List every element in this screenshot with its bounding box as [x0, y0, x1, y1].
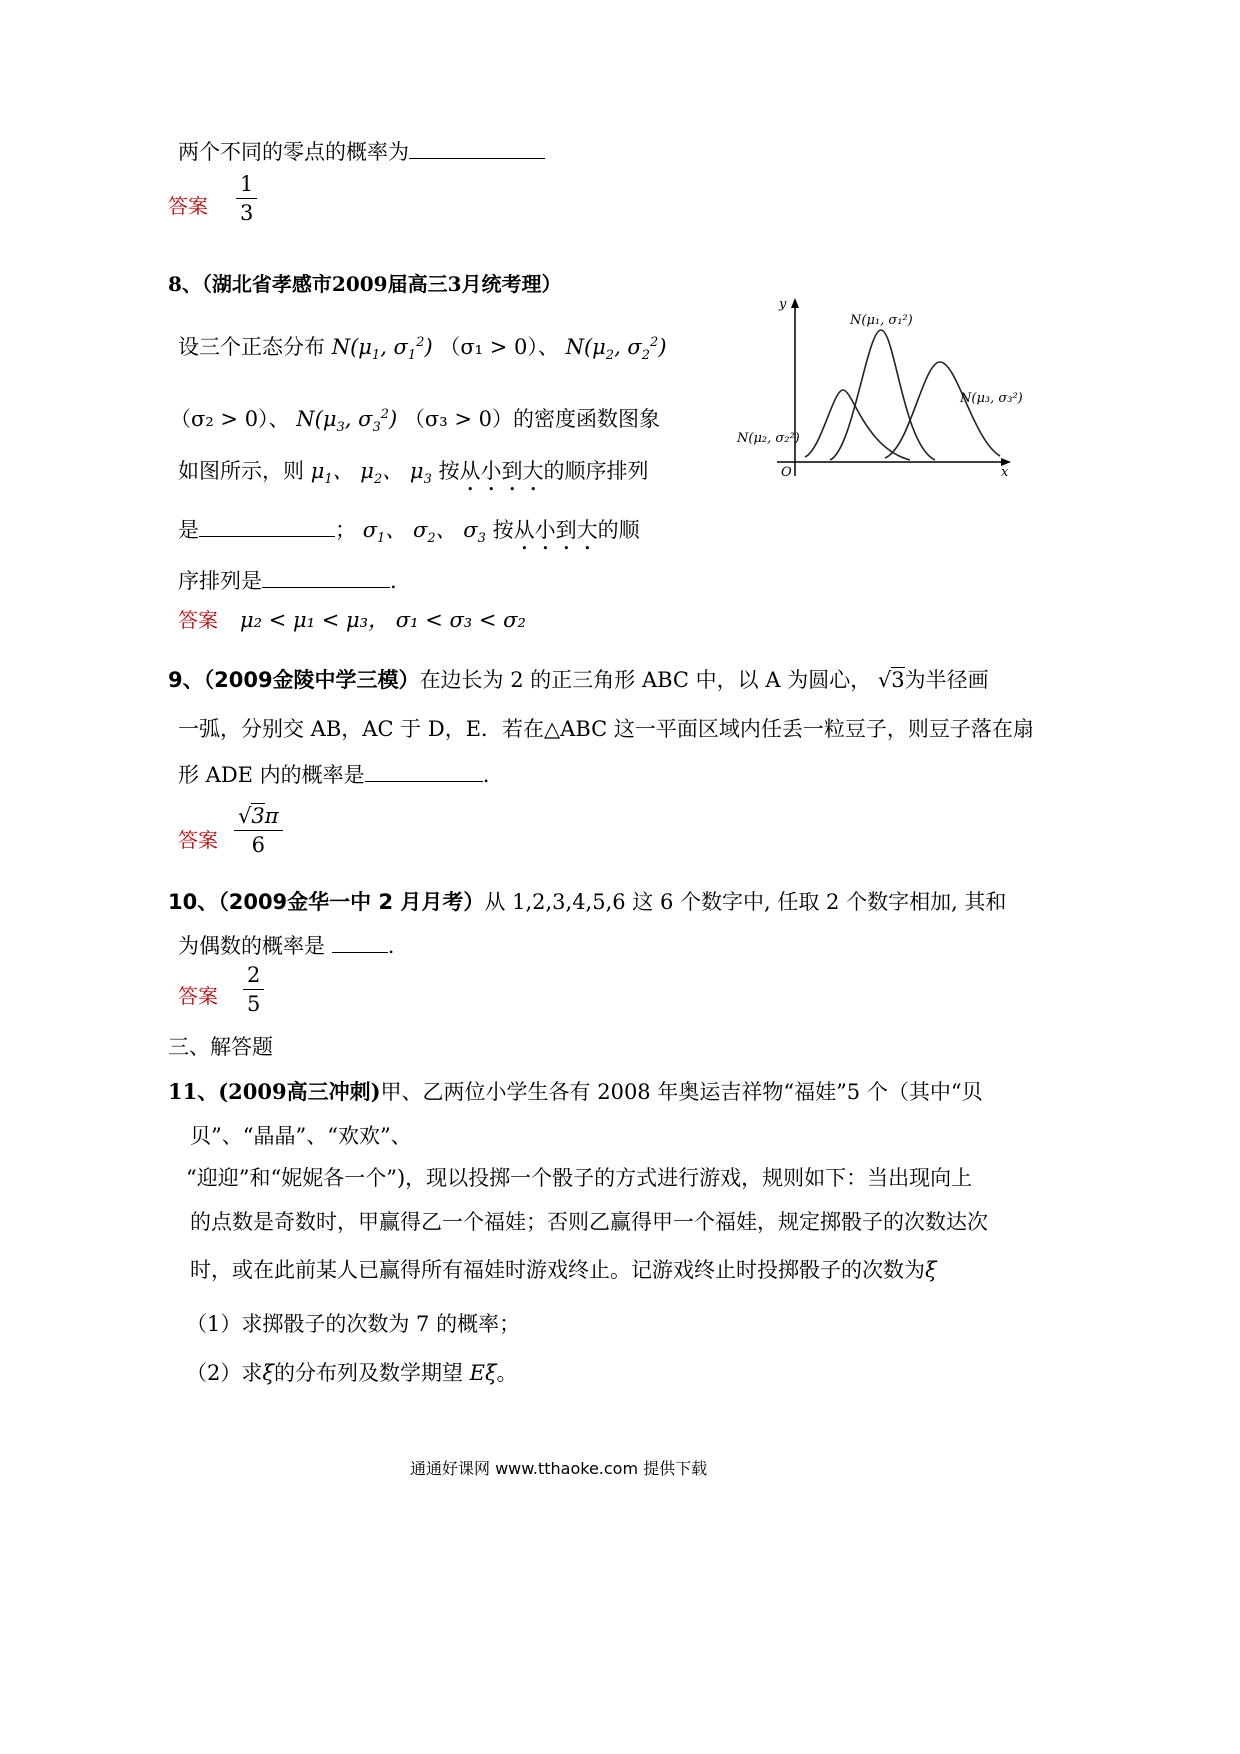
q9-line3: 形 ADE 内的概率是 . — [178, 763, 490, 787]
curve-mu3-sigma3 — [885, 362, 1000, 458]
normal-curves-figure — [735, 290, 1035, 485]
q8-answer: μ₂ < μ₁ < μ₃， σ₁ < σ₃ < σ₂ — [240, 608, 526, 632]
q7-line: 两个不同的零点的概率为 — [178, 136, 545, 166]
q8-dist1: $N(\mu_1$, $\sigma_1^2$) — [331, 335, 433, 364]
q7-blank — [409, 140, 545, 159]
q8-dist2: $N(\mu_2$, $\sigma_2^2$) — [565, 335, 667, 364]
q11-line1: 11、(2009高三冲刺)甲、乙两位小学生各有 2008 年奥运吉祥物“福娃”5 个（其中“贝 — [168, 1079, 983, 1104]
q8-blank1 — [199, 518, 335, 537]
q11-line2: 贝”、“晶晶”、“欢欢”、 — [190, 1124, 412, 1148]
q10-blank — [332, 934, 388, 953]
q9-answer-denominator: 6 — [251, 833, 265, 857]
curve3-label: N(μ₃, σ₃²) — [960, 391, 1023, 406]
q8-header: 8、（湖北省孝感市2009届高三3月统考理） — [168, 272, 562, 296]
q11-line3: “迎迎”和“妮妮各一个”)，现以投掷一个骰子的方式进行游戏，规则如下：当出现向上 — [186, 1166, 973, 1190]
origin-label: O — [781, 465, 792, 480]
q7-answer-label: 答案 — [168, 194, 208, 218]
q9-number: 9、（2009金陵中学三模） — [168, 668, 420, 692]
q11-line5: 时，或在此前某人已赢得所有福娃时游戏终止。记游戏终止时投掷骰子的次数为ξ — [190, 1258, 937, 1282]
q10-answer-fraction — [243, 963, 264, 1016]
q10-line1: 10、（2009金华一中 2 月月考）从 1,2,3,4,5,6 这 6 个数字中, 任取 2 个数字相加, 其和 — [168, 890, 1007, 914]
q8-line1: 设三个正态分布 $N(\mu_1$, $\sigma_1^2$) （σ₁ > 0）、 $N(\mu_2$, $\sigma_2^2$) — [178, 335, 667, 364]
q11-number: 11、(2009高三冲刺) — [168, 1079, 381, 1104]
q10-number: 10、（2009金华一中 2 月月考） — [168, 890, 485, 914]
q10-line2: 为偶数的概率是 . — [178, 934, 395, 958]
q10-answer-label: 答案 — [178, 984, 218, 1008]
q11-part1: （1）求掷骰子的次数为 7 的概率； — [186, 1312, 521, 1336]
q11-line4: 的点数是奇数时，甲赢得乙一个福娃；否则乙赢得甲一个福娃，规定掷骰子的次数达次 — [190, 1210, 988, 1234]
q9-line1: 9、（2009金陵中学三模）在边长为 2 的正三角形 ABC 中，以 A 为圆心， √3为半径画 — [168, 668, 989, 692]
q9-sqrt3: √3 — [877, 668, 905, 692]
page-footer: 通通好课网 www.tthaoke.com 提供下载 — [410, 1459, 708, 1478]
q7-answer-fraction — [236, 172, 257, 225]
q9-answer-fraction — [234, 804, 283, 857]
q8-line3: 如图所示，则 $\mu_1$、 $\mu_2$、 $\mu_3$ 按从小到大的顺序排列 — [178, 459, 649, 488]
q9-answer-numerator: √3π — [234, 804, 283, 831]
q8-dist3: $N(\mu_3$, $\sigma_3^2$) — [296, 407, 398, 436]
y-axis-label: y — [779, 297, 787, 312]
q8-line4: 是 ； $\sigma_1$、 $\sigma_2$、 $\sigma_3$ 按从小到大的顺 — [178, 518, 640, 547]
x-axis-label: x — [1001, 465, 1009, 480]
q8-line2: （σ₂ > 0）、 $N(\mu_3$, $\sigma_3^2$) （σ₃ > 0）的密度函数图象 — [170, 407, 660, 436]
q10-answer-numerator: 2 — [243, 963, 264, 990]
q7-answer-numerator: 1 — [236, 172, 257, 199]
section-3-heading: 三、解答题 — [168, 1035, 273, 1059]
q8-answer-label: 答案 — [178, 608, 218, 632]
q7-answer-denominator: 3 — [240, 201, 254, 225]
q11-part2: （2）求ξ的分布列及数学期望 Eξ。 — [186, 1361, 518, 1385]
curve1-label: N(μ₁, σ₁²) — [850, 313, 913, 328]
q9-blank — [365, 763, 483, 782]
q9-line2: 一弧，分别交 AB，AC 于 D，E．若在△ABC 这一平面区域内任丢一粒豆子，则豆子落在扇 — [178, 717, 1034, 741]
q8-blank2 — [262, 569, 390, 588]
q10-answer-denominator: 5 — [247, 992, 261, 1016]
y-axis-arrow — [791, 298, 799, 308]
q9-answer-label: 答案 — [178, 828, 218, 852]
q8-line5: 序排列是 . — [178, 569, 397, 593]
curve2-label: N(μ₂, σ₂²) — [737, 431, 800, 446]
